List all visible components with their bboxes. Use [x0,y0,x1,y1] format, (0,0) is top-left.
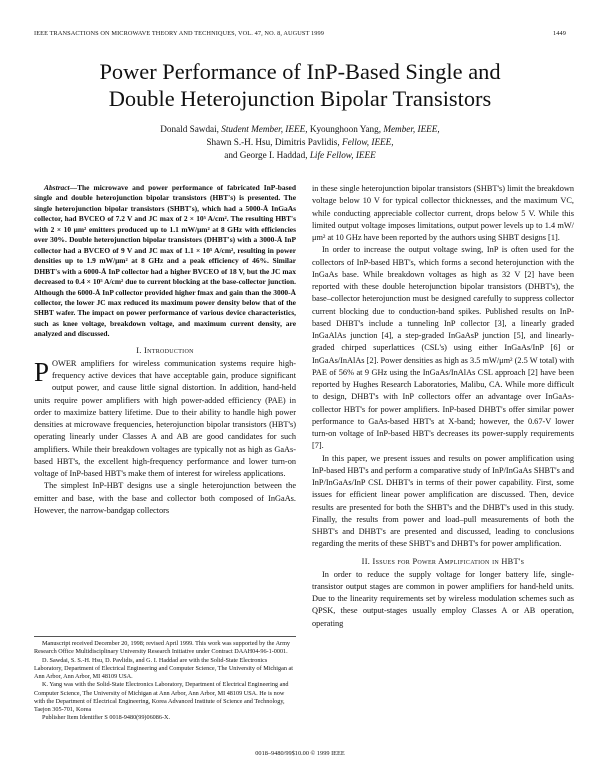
author-membership: Student Member, IEEE, [221,124,308,134]
abstract [34,183,296,340]
abstract-label: Abstract— [44,183,78,192]
right-column [312,183,574,630]
footnote-affiliation: D. Sawdai, S. S.-H. Hsu, D. Pavlidis, and G. I. Haddad are with the Solid-State Electronics Laboratory, Department of Electrical Engineering and Computer Science, The University of Michigan at Ann Arbor, Ann Arbor, MI 48109 USA. [34,656,293,680]
author-membership: Life Fellow, IEEE [309,150,376,160]
author-membership: Fellow, IEEE, [341,137,394,147]
title-line-1: Power Performance of InP-Based Single and [99,59,501,84]
author-name: Shawn S.-H. Hsu, [206,137,273,147]
intro-paragraph-1-text: amplifiers for wireless communication systems require high-frequency active devices that have acceptable gain, produce significant output power, and cause little signal distortion. In addition, hand-held units require power amplifiers with high power-added efficiency (PAE) in order to maximize battery lifetime. Due to their ability to handle high power densities at microwave frequencies, heterojunction bipolar transistors (HBT's) operating linearly under Classes A and AB are good candidates for such amplifiers. While their breakdown voltages are typically not as high as GaAs-based HBT's, the excellent high-frequency performance and lower turn-on voltage of InP-based HBT's make them of interest for wireless applications. [34,358,297,479]
author-name: and George I. Haddad, [224,150,308,160]
author-name: Donald Sawdai, [160,124,219,134]
author-membership: Member, IEEE, [383,124,440,134]
section-heading-introduction: I. Introduction [136,345,194,355]
body-paragraph-4: In order to reduce the supply voltage for longer battery life, single-transistor output stages are common in power amplifiers for hand-held units. Due to the linearity requirements set by wireless modulation schemes such as QPSK, these output-stages usually employ Classes A or AB operation, operating [312,569,574,628]
copyright-line: 0018–9480/99$10.00 © 1999 IEEE [255,750,345,757]
footnote-manuscript: Manuscript received December 20, 1998; revised April 1999. This work was supported by the Army Research Office Multidisciplinary University Research Initiative under Contract DAAH04-96-1-0001. [34,640,291,656]
section-heading-issues: II. Issues for Power Amplification in HBT's [361,556,525,566]
paper-title [30,58,570,112]
body-paragraph-3: In this paper, we present issues and results on power amplification using InP-based HBT's and perform a comparative study of InP/InGaAs SHBT's and InP/InGaAs/InP CSL DHBT's in terms of their power capability. First, some issues for efficient linear power amplification are discussed. Then, device results are presented for both the SHBT's and the DHBT's used in this study. Finally, the results from power and load–pull measurements of both the SHBT's and DHBT's are presented and discussed, leading to conclusions regarding the merits of these SHBT's and DHBT's for power amplification. [312,453,574,549]
drop-cap: P [34,356,50,387]
body-paragraph-1: in these single heterojunction bipolar transistors (SHBT's) limit the breakdown voltage below 10 V for typical collector thicknesses, and the maximum VC, while conducting appreciable collector current, drops below 5 V. While this limited output voltage imposes limitations, output power levels up to 1.4 mW/μm² at 10 GHz have been reported by the authors using SHBT designs [1]. [312,184,574,242]
author-name: Dimitris Pavlidis, [274,137,340,147]
body-paragraph-2: In order to increase the output voltage swing, InP is often used for the collectors of InP-based HBT's, which forms a second heterojunction with the InGaAs base. While breakdown voltages as high as 32 V [2] have been reported with these double heterojunction bipolar transistors (DHBT's), the base–collector heterojunction must be designed carefully to suppress collector current blocking due to conduction-band spikes. Published results on InP-based DHBT's include a tunneling InP collector [3], a linearly graded InGaAlAs junction [4], a step-graded InGaAsP junction [5], and linearly-graded chirped superlattices (CSL's) using either InGaAs/InP [6] or InGaAs/InAlAs [2]. Power densities as high as 3.5 mW/μm² (2.5 W total) with PAE of 56% at 9 GHz using the InGaAs/InAlAs CSL approach [2] have been reported by Hughes Research Laboratories, Malibu, CA. While more difficult to design, DHBT's with InP collectors offer an advantage over InGaAs-collector HBT's for power amplifiers. InP-based DHBT's offer similar power performance to GaAs-based HBT's at X-band; however, the 0.67-V lower turn-on voltage of InP-based HBT's decreases its power-supply requirements [7]. [312,245,574,451]
author-line-1 [30,123,570,136]
author-line-2 [30,136,570,149]
author-line-3 [30,149,570,162]
page-number: 1449 [553,30,566,37]
footnote-affiliation-yang: K. Yang was with the Solid-State Electronics Laboratory, Department of Electrical Engineering and Computer Science, The University of Michigan at Ann Arbor, Ann Arbor, MI 48109 USA. He is now with the Department of Electrical Engineering, Korea Advanced Institute of Science and Technology, Taejon 305-701, Korea [34,681,289,713]
intro-paragraph-2: The simplest InP-HBT designs use a single heterojunction between the emitter and base, with the base and collector both composed of InGaAs. However, the narrow-bandgap collectors [34,481,296,515]
journal-header: IEEE TRANSACTIONS ON MICROWAVE THEORY AND TECHNIQUES, VOL. 47, NO. 8, AUGUST 1999 [34,30,325,37]
abstract-text: The microwave and power performance of fabricated InP-based single and double heterojunction bipolar transistors (HBT's) is presented. The single heterojunction bipolar transistors (SHBT's), which had a 5000-Å InGaAs collector, had BVCEO of 7.2 V and JC max of 2 × 10⁵ A/cm². The resulting HBT's with 2 × 10 μm² emitters produced up to 1.1 mW/μm² at 8 GHz with efficiencies over 30%. Double heterojunction bipolar transistors (DHBT's) with a 3000-Å InP collector had a BVCEO of 9 V and JC max of 1.1 × 10⁵ A/cm², resulting in power densities up to 1.9 mW/μm² at 8 GHz and a peak efficiency of 46%. Similar DHBT's with a 6000-Å InP collector had a higher BVCEO of 18 V, but the JC max decreased to 0.4 × 10⁵ A/cm² due to current blocking at the base-collector junction. Although the 6000-Å InP collector provided higher fmax and gain than the 3000-Å collector, the lower JC max reduced its maximum power density below that of the SHBT wafer. The impact on power performance of various device characteristics, such as knee voltage, breakdown voltage, and maximum current density, are analyzed and discussed. [34,183,296,339]
drop-cap-continuation: OWER [52,358,77,368]
running-head [34,30,566,37]
author-name: Kyounghoon Yang, [309,124,382,134]
title-line-2: Double Heterojunction Bipolar Transistors [108,86,492,111]
footnotes [34,636,296,723]
intro-paragraph-1 [34,358,296,481]
author-list [30,123,570,162]
footnote-publisher-id: Publisher Item Identifier S 0018-9480(99)06086-X. [42,714,171,722]
left-column [34,183,296,517]
